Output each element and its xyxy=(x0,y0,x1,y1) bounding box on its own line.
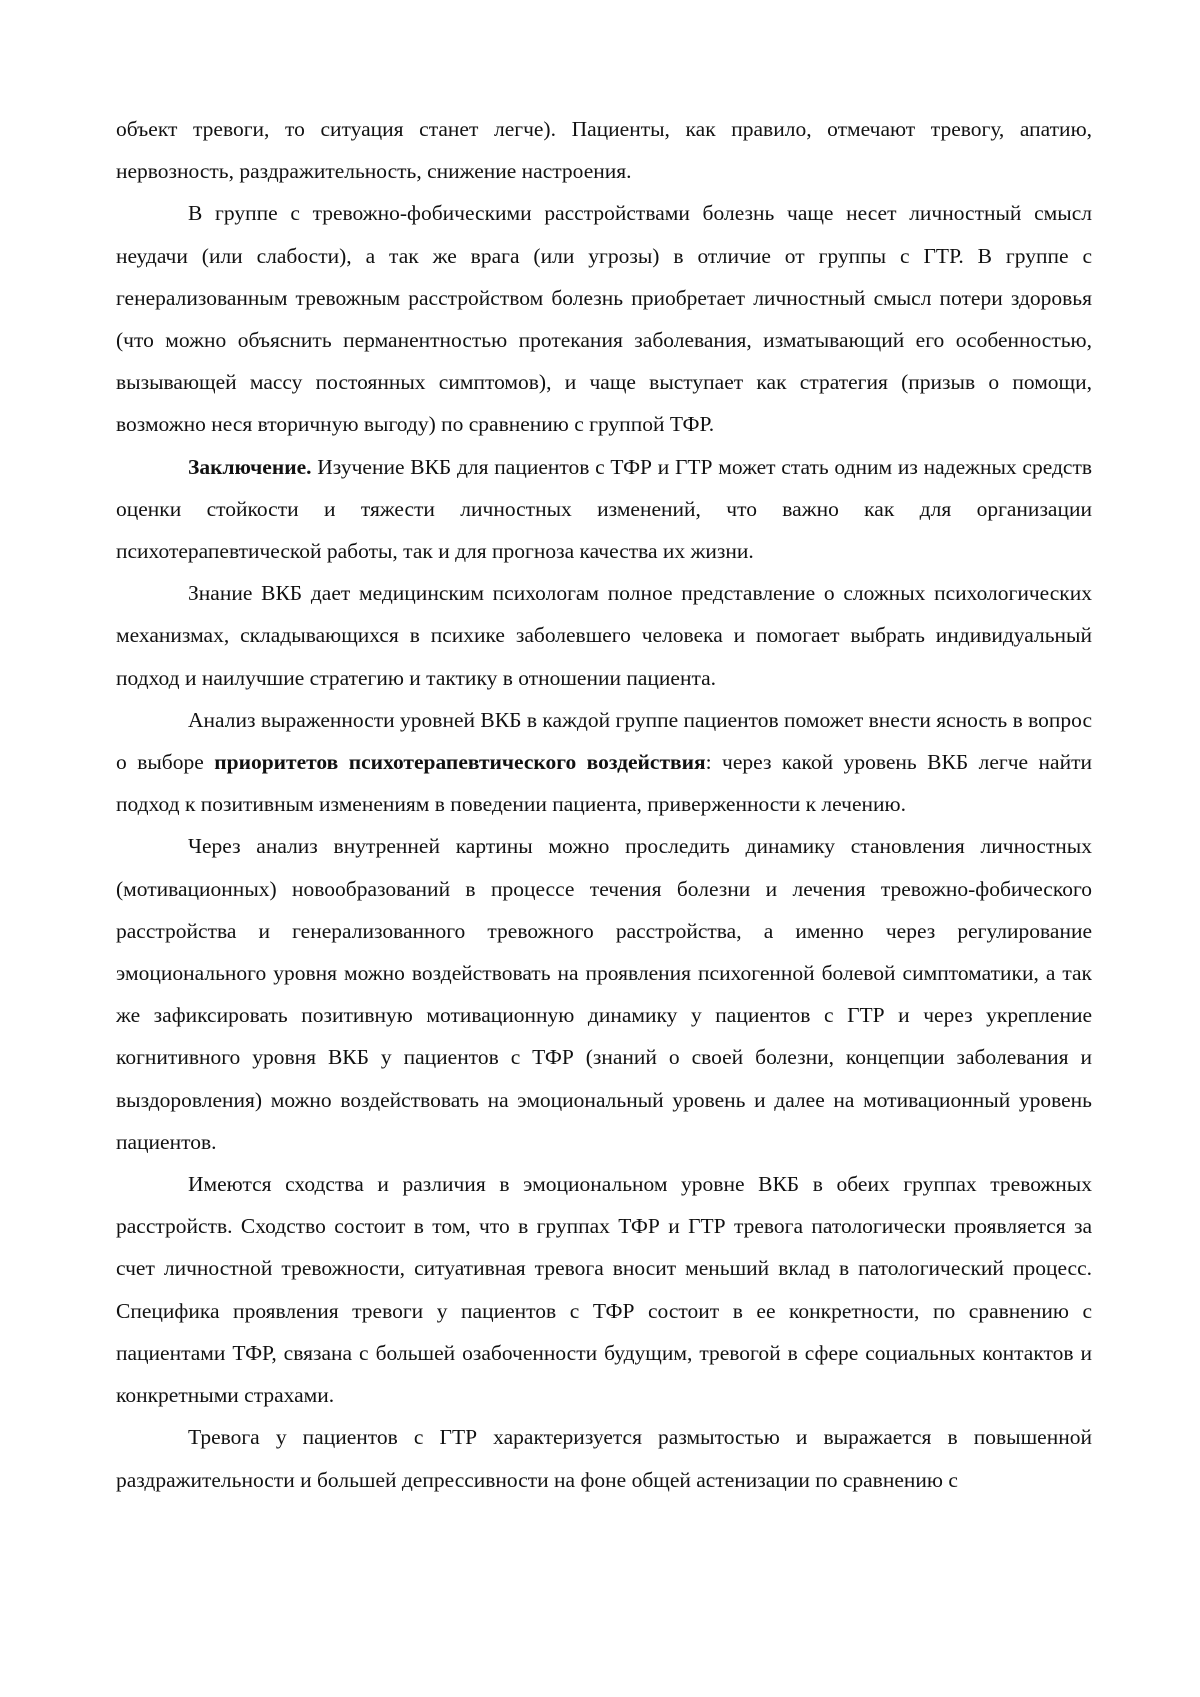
paragraph-5 xyxy=(116,699,1092,826)
conclusion-heading: Заключение. xyxy=(188,455,312,479)
priorities-emphasis: приоритетов психотерапевтического воздействия xyxy=(214,750,705,774)
paragraph-5-text-b: : через какой уровень ВКБ легче найти подход к позитивным изменениям в поведении пациента, приверженности к лечению. xyxy=(116,750,1092,816)
paragraph-2: В группе с тревожно-фобическими расстройствами болезнь чаще несет личностный смысл неудачи (или слабости), а так же врага (или угрозы) в отличие от группы с ГТР. В группе с генерализованным тревожным расстройством болезнь приобретает личностный смысл потери здоровья (что можно объяснить перманентностью протекания заболевания, изматывающий его особенностью, вызывающей массу постоянных симптомов), и чаще выступает как стратегия (призыв о помощи, возможно неся вторичную выгоду) по сравнению с группой ТФР. xyxy=(116,192,1092,445)
paragraph-4: Знание ВКБ дает медицинским психологам полное представление о сложных психологических механизмах, складывающихся в психике заболевшего человека и помогает выбрать индивидуальный подход и наилучшие стратегию и тактику в отношении пациента. xyxy=(116,572,1092,699)
paragraph-1: объект тревоги, то ситуация станет легче). Пациенты, как правило, отмечают тревогу, апатию, нервозность, раздражительность, снижение настроения. xyxy=(116,108,1092,192)
paragraph-5-text-a: Анализ выраженности уровней ВКБ в каждой группе пациентов поможет внести ясность в вопрос о выборе xyxy=(116,708,1092,774)
paragraph-8: Тревога у пациентов с ГТР характеризуется размытостью и выражается в повышенной раздражительности и большей депрессивности на фоне общей астенизации по сравнению с xyxy=(116,1416,1092,1500)
paragraph-7: Имеются сходства и различия в эмоциональном уровне ВКБ в обеих группах тревожных расстройств. Сходство состоит в том, что в группах ТФР и ГТР тревога патологически проявляется за счет личностной тревожности, ситуативная тревога вносит меньший вклад в патологический процесс. Специфика проявления тревоги у пациентов с ТФР состоит в ее конкретности, по сравнению с пациентами ТФР, связана с большей озабоченности будущим, тревогой в сфере социальных контактов и конкретными страхами. xyxy=(116,1163,1092,1416)
paragraph-conclusion xyxy=(116,446,1092,573)
conclusion-text: Изучение ВКБ для пациентов с ТФР и ГТР может стать одним из надежных средств оценки стойкости и тяжести личностных изменений, что важно как для организации психотерапевтической работы, так и для прогноза качества их жизни. xyxy=(116,455,1092,563)
document-page xyxy=(116,108,1092,1501)
paragraph-6: Через анализ внутренней картины можно проследить динамику становления личностных (мотивационных) новообразований в процессе течения болезни и лечения тревожно-фобического расстройства и генерализованного тревожного расстройства, а именно через регулирование эмоционального уровня можно воздействовать на проявления психогенной болевой симптоматики, а так же зафиксировать позитивную мотивационную динамику у пациентов с ГТР и через укрепление когнитивного уровня ВКБ у пациентов с ТФР (знаний о своей болезни, концепции заболевания и выздоровления) можно воздействовать на эмоциональный уровень и далее на мотивационный уровень пациентов. xyxy=(116,825,1092,1163)
